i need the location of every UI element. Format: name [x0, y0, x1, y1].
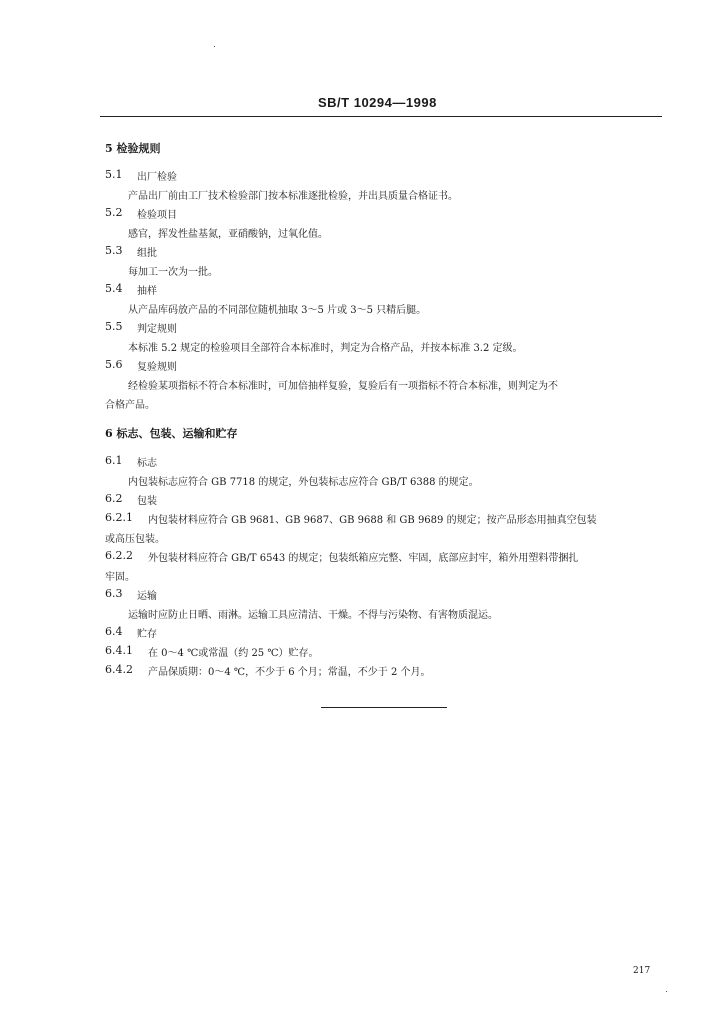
clause-title: 出厂检验	[137, 172, 177, 183]
clause-number: 6.1	[105, 454, 123, 467]
section-heading-6: 6 标志、包装、运输和贮存	[105, 427, 238, 440]
end-of-text-rule	[321, 707, 447, 708]
clause-body: 从产品库码放产品的不同部位随机抽取 3～5 片或 3～5 只精后腿。	[128, 305, 427, 316]
clause-number: 5.5	[105, 320, 123, 333]
clause-title: 包装	[137, 496, 157, 507]
clause-body: 在 0～4 ℃或常温（约 25 ℃）贮存。	[148, 648, 319, 659]
clause-number: 6.4.2	[105, 663, 133, 676]
clause-body: 本标准 5.2 规定的检验项目全部符合本标准时，判定为合格产品，并按本标准 3.2 定级。	[128, 343, 523, 354]
section-heading-5: 5 检验规则	[105, 142, 161, 155]
header-rule	[100, 116, 662, 117]
clause-number: 5.1	[105, 168, 123, 181]
clause-body: 每加工一次为一批。	[128, 267, 218, 278]
clause-body: 外包装材料应符合 GB/T 6543 的规定；包装纸箱应完整、牢固，底部应封牢，箱外用塑料带捆扎	[148, 553, 579, 564]
clause-number: 6.2.1	[105, 511, 133, 524]
clause-number: 5.2	[105, 206, 123, 219]
clause-number: 6.3	[105, 587, 123, 600]
clause-number: 6.2	[105, 492, 123, 505]
clause-body-continued: 或高压包装。	[105, 534, 165, 545]
clause-title: 运输	[137, 591, 157, 602]
clause-body-continued: 牢固。	[105, 572, 135, 583]
clause-title: 标志	[137, 458, 157, 469]
clause-title: 判定规则	[137, 324, 177, 335]
standard-code-header: SB/T 10294—1998	[318, 95, 437, 110]
clause-body: 经检验某项指标不符合本标准时，可加倍抽样复验，复验后有一项指标不符合本标准，则判定为不	[128, 381, 558, 392]
clause-number: 6.4.1	[105, 644, 133, 657]
clause-body-continued: 合格产品。	[105, 400, 155, 411]
clause-body: 产品出厂前由工厂技术检验部门按本标准逐批检验，并出具质量合格证书。	[128, 191, 458, 202]
clause-body: 感官，挥发性盐基氮，亚硝酸钠，过氧化值。	[128, 229, 328, 240]
clause-number: 5.6	[105, 358, 123, 371]
clause-title: 检验项目	[137, 210, 177, 221]
clause-title: 复验规则	[137, 362, 177, 373]
clause-body: 内包装材料应符合 GB 9681、GB 9687、GB 9688 和 GB 9689 的规定；按产品形态用抽真空包装	[148, 515, 597, 526]
clause-body: 产品保质期：0～4 ℃，不少于 6 个月；常温，不少于 2 个月。	[148, 667, 431, 678]
clause-body: 内包装标志应符合 GB 7718 的规定，外包装标志应符合 GB/T 6388 的规定。	[128, 477, 479, 488]
scan-speck	[214, 46, 215, 47]
clause-body: 运输时应防止日晒、雨淋。运输工具应清洁、干燥。不得与污染物、有害物质混运。	[128, 610, 498, 621]
clause-number: 6.2.2	[105, 549, 133, 562]
clause-number: 5.4	[105, 282, 123, 295]
clause-number: 5.3	[105, 244, 123, 257]
clause-title: 组批	[137, 248, 157, 259]
scan-speck	[666, 991, 667, 992]
page-number: 217	[633, 966, 651, 976]
clause-title: 贮存	[137, 629, 157, 640]
clause-title: 抽样	[137, 286, 157, 297]
clause-number: 6.4	[105, 625, 123, 638]
